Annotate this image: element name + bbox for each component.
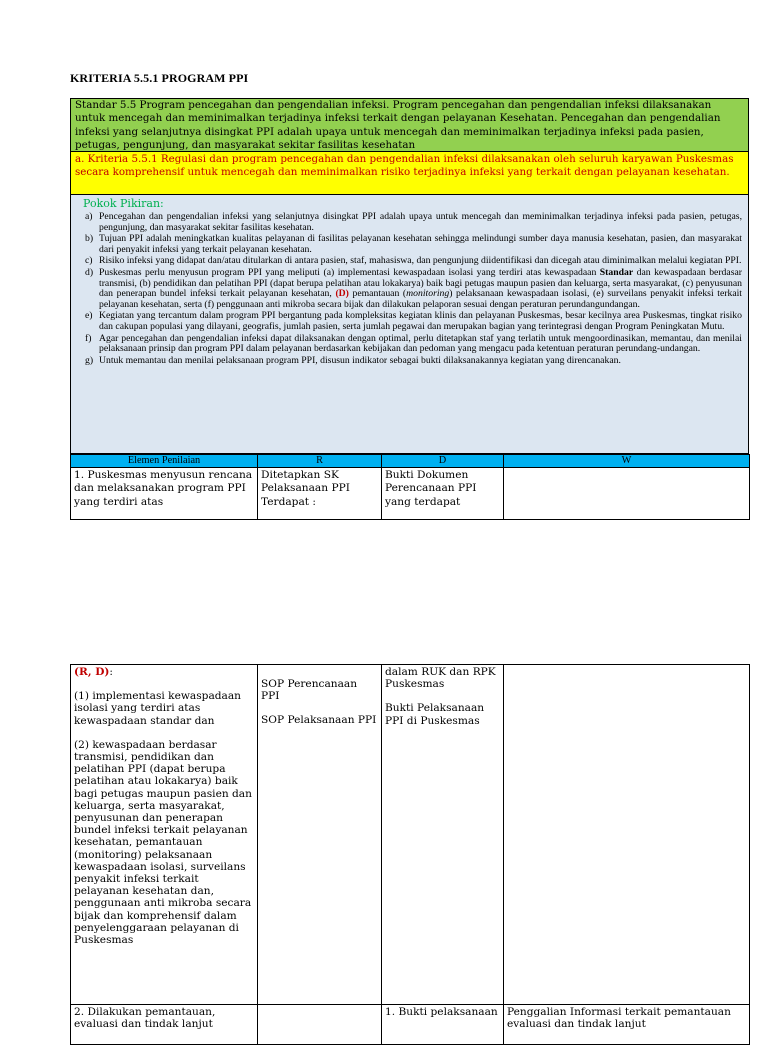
pokok-marker-e: e): [85, 310, 93, 322]
standard-box: [70, 98, 749, 152]
pokok-item-d: [77, 268, 742, 310]
header-d: D: [382, 455, 504, 468]
pokok-item-e: [77, 311, 742, 332]
table-header-row: [71, 455, 750, 468]
cell-d-1: Bukti Dokumen Perencanaan PPI yang terdapat: [382, 468, 504, 520]
rd-marker: (R, D): [74, 666, 110, 678]
ep-rd-label: [74, 666, 254, 678]
ep-item-1: (1) implementasi kewaspadaan isolasi yang terdiri atas kewaspadaan standar dan: [74, 690, 241, 727]
pokok-text-a: Pencegahan dan pengendalian infeksi yang selanjutnya disingkat PPI adalah upaya untuk mencegah dan meminimalkan terjadinya infeksi pada pasien, petugas, pengunjung, dan masyarakat sekitar fasilitas kesehatan.: [99, 211, 742, 233]
pokok-text-d3: pemantauan (: [348, 288, 407, 300]
cell-r-continued: [258, 665, 382, 1005]
header-elemen-penilaian: Elemen Penilaian: [71, 455, 258, 468]
cell-ep-2: 2. Dilakukan pemantauan, evaluasi dan tindak lanjut: [71, 1005, 258, 1045]
d-bukti-pelaksanaan: Bukti Pelaksanaan PPI di Puskesmas: [385, 702, 485, 727]
pokok-pikiran-box: [70, 195, 749, 454]
document-title: KRITERIA 5.5.1 PROGRAM PPI: [70, 71, 249, 85]
pokok-text-g: Untuk memantau dan menilai pelaksanaan program PPI, disusun indikator sebagai bukti dilaksanakannya kegiatan yang direncanakan.: [99, 354, 621, 366]
ep-item-2: (2) kewaspadaan berdasar transmisi, pendidikan dan pelatihan PPI (dapat berupa pelatihan atau lokakarya) baik bagi petugas maupun pasien dan keluarga, serta masyarakat, penyusunan dan penerapan bundel infeksi terkait pelayanan kesehatan, pemantauan (monitoring) pelaksanaan kewaspadaan isolasi, surveilans penyakit infeksi terkait pelayanan kesehatan dan, penggunaan anti mikroba secara bijak dan komprehensif dalam penyelenggaraan pelayanan di Puskesmas: [74, 738, 252, 947]
standard-text: Standar 5.5 Program pencegahan dan pengendalian infeksi. Program pencegahan dan pengendalian infeksi dilaksanakan untuk mencegah dan meminimalkan terjadinya infeksi terkait dengan pelayanan Kesehatan. Pencegahan dan pengendalian infeksi yang selanjutnya disingkat PPI adalah upaya untuk mencegah dan meminimalkan terjadinya infeksi pada pasien, petugas, pengunjung, dan masyarakat sekitar fasilitas kesehatan: [75, 99, 721, 151]
table-row: [71, 1005, 750, 1045]
d-ruk-rpk: dalam RUK dan RPK Puskesmas: [385, 666, 496, 691]
cell-w-continued: [504, 665, 750, 1005]
cell-ep-1: 1. Puskesmas menyusun rencana dan melaksanakan program PPI yang terdiri atas: [71, 468, 258, 520]
pokok-marker-b: b): [85, 233, 94, 245]
pokok-text-d-italic: monitoring: [406, 288, 450, 300]
pokok-item-g: [77, 356, 742, 367]
rd-colon: :: [109, 666, 113, 678]
cell-w-1: [504, 468, 750, 520]
pokok-item-b: [77, 234, 742, 255]
pokok-item-c: [77, 256, 742, 267]
assessment-table: [70, 454, 750, 520]
cell-r-2: [258, 1005, 382, 1045]
cell-d-2: 1. Bukti pelaksanaan: [382, 1005, 504, 1045]
header-r: R: [258, 455, 382, 468]
pokok-text-d-bold: Standar: [599, 266, 634, 278]
cell-w-2: Penggalian Informasi terkait pemantauan evaluasi dan tindak lanjut: [504, 1005, 750, 1045]
pokok-text-f: Agar pencegahan dan pengendalian infeksi dapat dilaksanakan dengan optimal, perlu ditetapkan staf yang terlatih untuk mengoordinasikan, memantau, dan menilai pelaksanaan prinsip dan program PPI dalam pelayanan berdasarkan kebijakan dan pedoman yang mengacu pada ketentuan peraturan perundang-undangan.: [99, 332, 742, 355]
pokok-marker-f: f): [85, 332, 92, 344]
criteria-text: a. Kriteria 5.5.1 Regulasi dan program pencegahan dan pengendalian infeksi dilaksanakan oleh seluruh karyawan Puskesmas secara komprehensif untuk mencegah dan meminimalkan risiko terjadinya infeksi yang terkait dengan pelayanan kesehatan.: [75, 153, 734, 179]
assessment-table-continued: [70, 664, 750, 1045]
pokok-text-d2: dan kewaspadaan berdasar transmisi, (b) pendidikan dan pelatihan PPI (dapat berupa pelatihan atau lokakarya) baik bagi petugas maupun pasien dan keluarga, serta masyarakat, (c) penyusunan dan penerapan bundel infeksi terkait pelayanan kesehatan,: [99, 266, 742, 300]
pokok-text-b: Tujuan PPI adalah meningkatkan kualitas pelayanan di fasilitas pelayanan kesehatan sehingga melindungi sumber daya manusia kesehatan, pasien, dan masyarakat dari penyakit infeksi yang terkait pelayanan kesehatan.: [99, 233, 742, 255]
table-row: [71, 468, 750, 520]
pokok-marker-g: g): [85, 354, 94, 366]
pokok-text-d-red: (D): [335, 288, 349, 300]
pokok-pikiran-heading: Pokok Pikiran:: [83, 197, 164, 210]
pokok-text-e: Kegiatan yang tercantum dalam program PPI bergantung pada kompleksitas kegiatan klinis dan pelayanan Puskesmas, besar kecilnya area Puskesmas, tingkat risiko dan cakupan populasi yang dilayani, geografis, jumlah pasien, serta jumlah pegawai dan merupakan bagian yang terintegrasi dengan Program Peningkatan Mutu.: [99, 310, 742, 332]
pokok-marker-c: c): [85, 255, 93, 267]
r-sop-pelaksanaan: SOP Pelaksanaan PPI: [261, 714, 377, 727]
criteria-box: [70, 152, 749, 195]
pokok-marker-a: a): [85, 211, 93, 222]
header-w: W: [504, 455, 750, 468]
cell-r-1: Ditetapkan SK Pelaksanaan PPI Terdapat :: [258, 468, 382, 520]
pokok-text-d4: ) pelaksanaan kewaspadaan isolasi, (e) surveilans penyakit infeksi terkait pelayanan kesehatan, serta (f) penggunaan anti mikroba secara bijak dan dilakukan pelaporan sesuai dengan peraturan perundangundangan.: [99, 288, 742, 310]
pokok-text-c: Risiko infeksi yang didapat dan/atau ditularkan di antara pasien, staf, mahasiswa, dan pengunjung diidentifikasi dan dicegah atau diminimalkan melalui kegiatan PPI.: [99, 255, 742, 267]
pokok-item-f: [77, 334, 742, 355]
pokok-item-a: [77, 212, 742, 233]
pokok-text-d1: Puskesmas perlu menyusun program PPI yang meliputi (a) implementasi kewaspadaan isolasi yang terdiri atas kewaspadaan: [99, 266, 600, 278]
cell-ep-continued: [71, 665, 258, 1005]
r-sop-perencanaan: SOP Perencanaan PPI: [261, 678, 358, 703]
pokok-pikiran-list: [77, 212, 742, 366]
pokok-marker-d: d): [85, 266, 94, 278]
cell-d-continued: [382, 665, 504, 1005]
table-row: [71, 665, 750, 1005]
